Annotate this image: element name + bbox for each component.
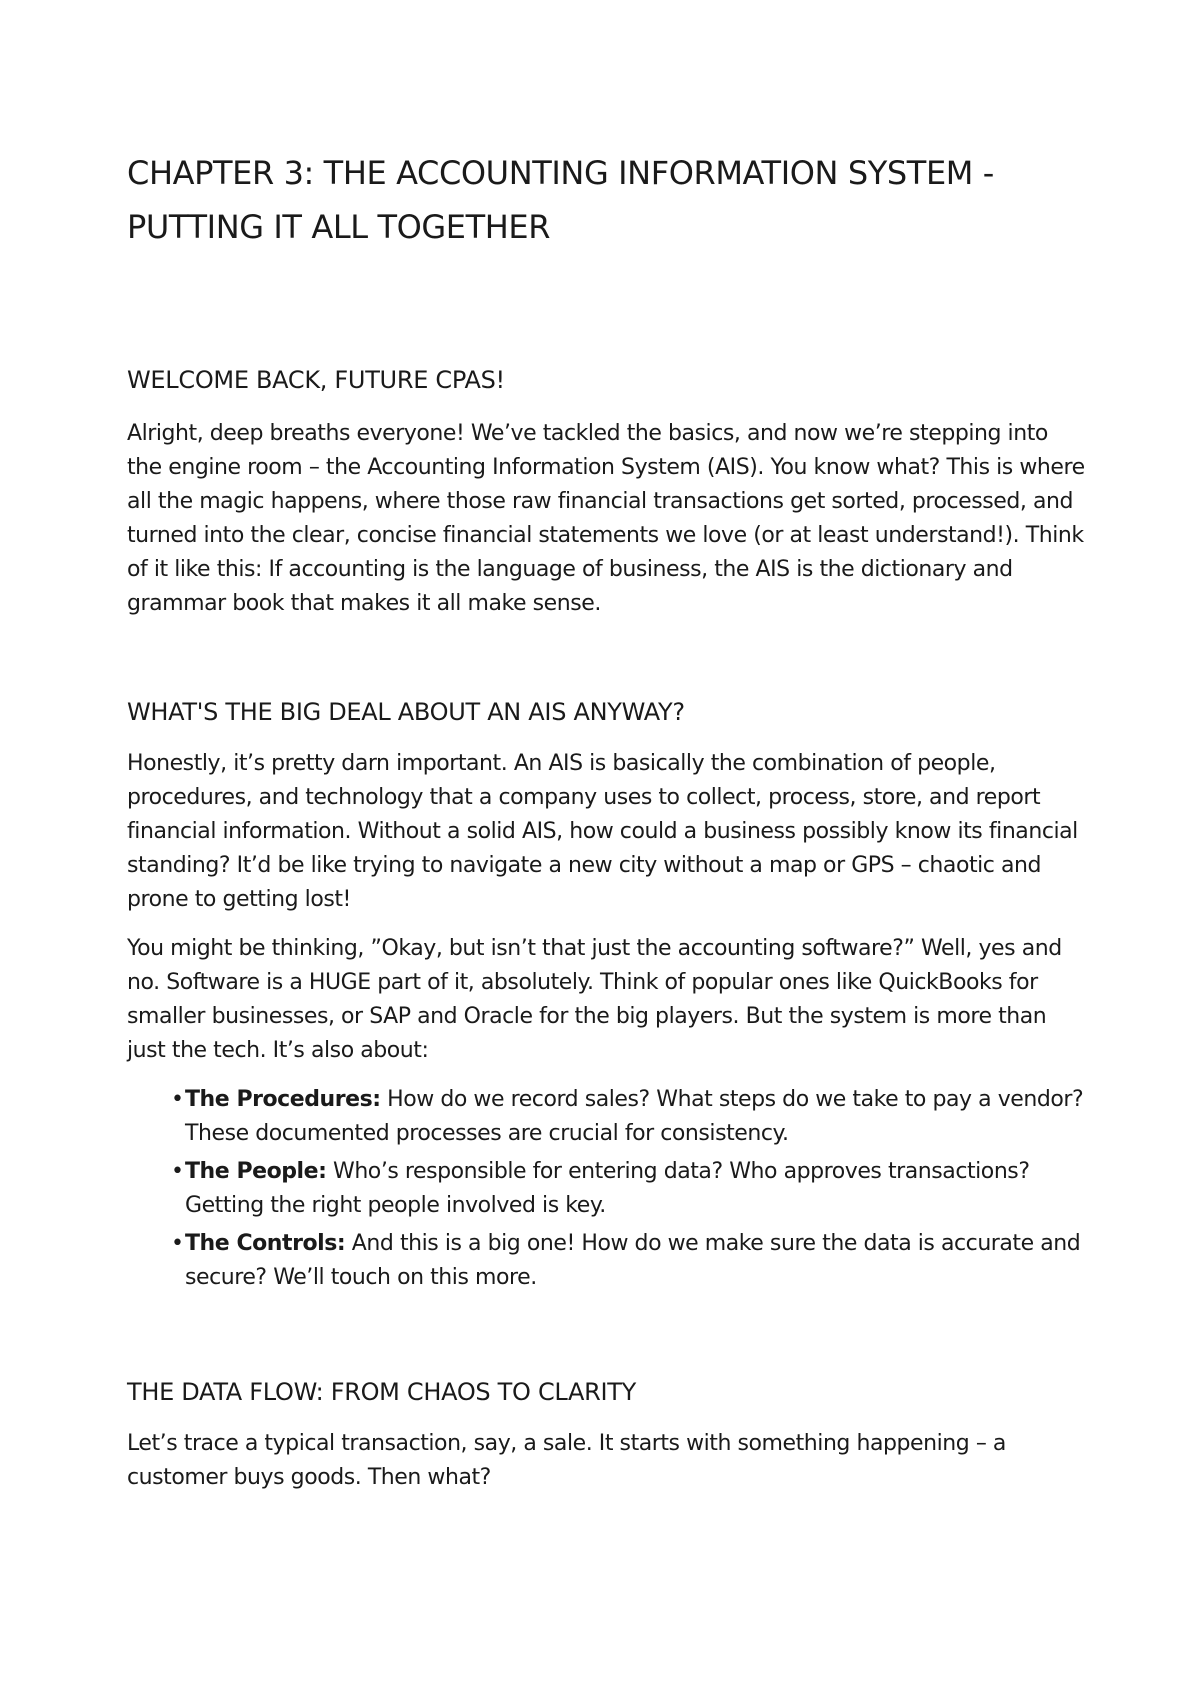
chapter-title-line-1: CHAPTER 3: THE ACCOUNTING INFORMATION SYSTEM -	[127, 154, 994, 192]
paragraph-big-deal-2: You might be thinking, ”Okay, but isn’t that just the accounting software?” Well, yes and no. Software is a HUGE part of it, absolutely. Think of popular ones like QuickBooks for smaller businesses, or SAP and Oracle for the big players. But the system is more than just the tech. It’s also about:	[127, 936, 1062, 1063]
bullet-term: The Procedures:	[185, 1087, 381, 1112]
paragraph-big-deal-1: Honestly, it’s pretty darn important. An AIS is basically the combination of people, procedures, and technology that a company uses to collect, process, store, and report financial information. Without a solid AIS, how could a business possibly know its financial standing? It’d be like trying to navigate a new city without a map or GPS – chaotic and prone to getting lost!	[127, 751, 1078, 912]
document-page	[127, 146, 1087, 1495]
section-heading-data-flow: THE DATA FLOW: FROM CHAOS TO CLARITY	[127, 1378, 637, 1406]
bullet-point-icon: •	[171, 1159, 184, 1184]
bullet-item-procedures	[171, 1083, 1087, 1151]
bullet-text: Who’s responsible for entering data? Who approves transactions? Getting the right people involved is key.	[185, 1159, 1030, 1218]
bullet-text: How do we record sales? What steps do we take to pay a vendor? These documented processes are crucial for consistency.	[185, 1087, 1084, 1146]
bullet-item-controls	[171, 1227, 1087, 1295]
bullet-term: The Controls:	[185, 1231, 346, 1256]
bullet-point-icon: •	[171, 1087, 184, 1112]
paragraph-welcome: Alright, deep breaths everyone! We’ve tackled the basics, and now we’re stepping into the engine room – the Accounting Information System (AIS). You know what? This is where all the magic happens, where those raw financial transactions get sorted, processed, and turned into the clear, concise financial statements we love (or at least understand!). Think of it like this: If accounting is the language of business, the AIS is the dictionary and grammar book that makes it all make sense.	[127, 421, 1085, 616]
chapter-title	[127, 146, 1087, 254]
bullet-text: And this is a big one! How do we make sure the data is accurate and secure? We’ll touch on this more.	[185, 1231, 1081, 1290]
paragraph-data-flow: Let’s trace a typical transaction, say, a sale. It starts with something happening – a customer buys goods. Then what?	[127, 1431, 1006, 1490]
bullet-list	[127, 1083, 1087, 1295]
bullet-term: The People:	[185, 1159, 327, 1184]
bullet-item-people	[171, 1155, 1087, 1223]
section-heading-big-deal: WHAT'S THE BIG DEAL ABOUT AN AIS ANYWAY?	[127, 698, 685, 726]
section-heading-welcome: WELCOME BACK, FUTURE CPAS!	[127, 366, 505, 394]
bullet-point-icon: •	[171, 1231, 184, 1256]
chapter-title-line-2: PUTTING IT ALL TOGETHER	[127, 208, 551, 246]
